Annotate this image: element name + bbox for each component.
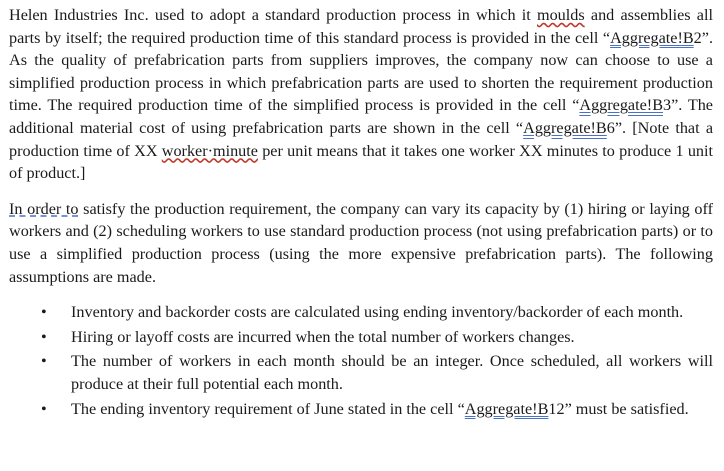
- cell-reference-b12-number: 12: [548, 399, 565, 418]
- grammar-flag-worker-minute[interactable]: worker·minute: [161, 141, 258, 160]
- list-item: [9, 301, 713, 324]
- cell-reference-b3-number: 3: [663, 96, 672, 115]
- list-item-text: Hiring or layoff costs are incurred when the total number of workers changes.: [71, 327, 575, 346]
- capacity-paragraph: [9, 198, 713, 288]
- paragraph1-text-3: ”. As the quality of prefabrication parts from suppliers improves, the company now can choose to use a simplified production process in which prefabrication parts are used to shorten the requirement production time. The required production time of the simplified process is provided in the cell “: [9, 28, 713, 115]
- list-item: [9, 350, 713, 395]
- cell-reference-b2-number: 2: [693, 28, 702, 47]
- spellcheck-word-moulds[interactable]: moulds: [537, 6, 585, 24]
- paragraph1-text-2: and assemblies all parts by itself; the required production time of this standard process is provided in the cell “: [9, 6, 713, 47]
- paragraph2-text: satisfy the production requirement, the company can vary its capacity by (1) hiring or laying off workers and (2) scheduling workers to use standard production process (not using prefabrication parts) or to use a simplified production process (using the more expensive prefabrication parts). The following assumptions are made.: [9, 199, 713, 286]
- document-body: [9, 4, 713, 420]
- bullet-icon: •: [41, 399, 47, 418]
- list-item-text-end: ” must be satisfied.: [564, 399, 689, 418]
- cell-reference-b6-number: 6: [606, 118, 615, 137]
- paragraph1-text-5: ”. [Note that a production time of XX: [9, 118, 714, 160]
- cell-reference-b6[interactable]: Aggregate!B: [523, 118, 607, 137]
- list-item: [9, 326, 713, 349]
- list-item: [9, 398, 713, 421]
- bullet-icon: •: [41, 303, 47, 322]
- cell-reference-b3[interactable]: Aggregate!B: [579, 96, 663, 115]
- bullet-icon: •: [41, 327, 47, 346]
- paragraph1-text-1: Helen Industries Inc. used to adopt a standard production process in which it: [9, 6, 537, 24]
- cell-reference-b12[interactable]: Aggregate!B: [464, 399, 549, 418]
- paragraph1-text-4: ”. The additional material cost of using prefabrication parts are shown in the cell “: [9, 96, 713, 137]
- list-item-text: Inventory and backorder costs are calculated using ending inventory/backorder of each month.: [71, 303, 684, 322]
- bullet-icon: •: [41, 352, 47, 371]
- intro-paragraph: [9, 4, 713, 185]
- list-item-text: The ending inventory requirement of June stated in the cell “: [71, 399, 465, 418]
- assumptions-list: [9, 301, 713, 420]
- list-item-text: The number of workers in each month should be an integer. Once scheduled, all workers will produce at their full potential each month.: [71, 352, 713, 393]
- grammar-flag-in-order-to[interactable]: In order to: [9, 199, 79, 218]
- cell-reference-b2[interactable]: Aggregate!B: [610, 28, 694, 47]
- paragraph1-text-6: per unit means that it takes one worker XX minutes to produce 1 unit of product.]: [9, 141, 713, 183]
